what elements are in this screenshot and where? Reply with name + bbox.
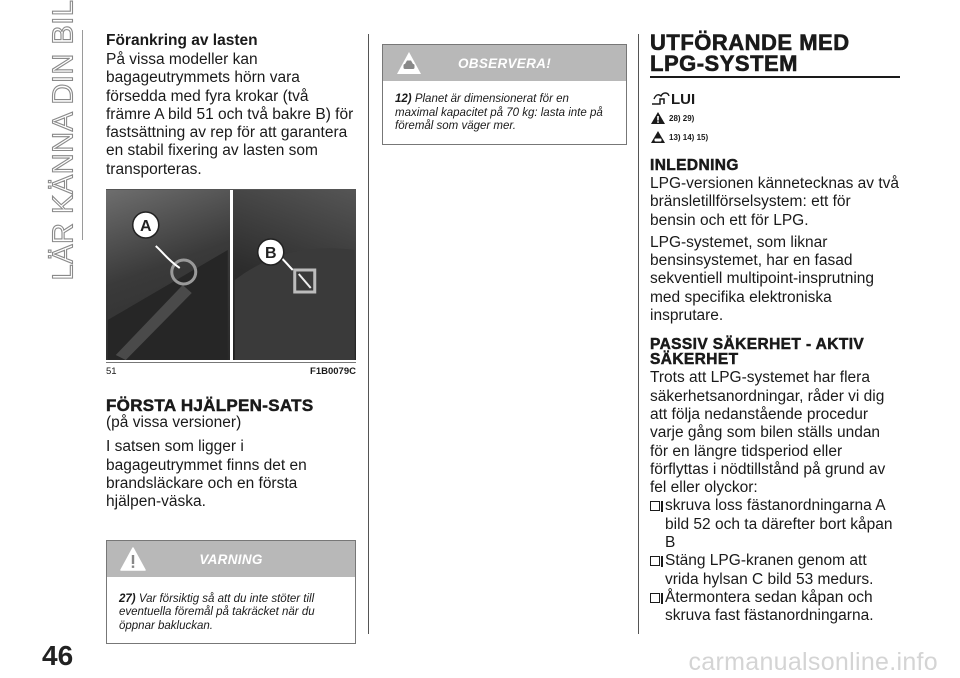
note-ref-number: 12) [395,93,412,105]
warning-body: Var försiktig så att du inte stöter till eventuella föremål på takräcket när du öppnar bakluckan. [119,592,315,632]
heading-introduction: INLEDNING [650,157,739,174]
checkbox-bullet-icon [650,556,660,566]
car-load-small-icon [650,130,666,144]
figure-photo-left [106,190,233,360]
paragraph-safety: Trots att LPG-systemet har flera säkerhetsanordningar, råder vi dig att följa nedanstående procedur varje gång som bilen ställs undan för en längre tidsperiod eller förflyttas i nödtillstånd på grund av fel eller olyckor: [650,369,886,497]
warning-triangle-small-icon [650,111,666,125]
checkbox-bullet-icon [650,501,660,511]
refs-row-2 [650,130,900,144]
warning-label: VARNING [199,551,263,567]
figure-number: 51 [106,366,117,378]
paragraph-intro-2: LPG-systemet, som liknar bensinsystemet, har en fasad sekventiell multipoint-insprutning med specifika elektroniska insprutare. [650,233,875,325]
title-rule [650,76,900,78]
warning-box [106,540,356,645]
note-box [382,44,627,145]
figure-photo [106,189,356,360]
paragraph-intro-1: LPG-versionen kännetecknas av två bränsletillförselsystem: ett för bensin och ett för LPG. [650,175,899,229]
refs-note: 13) 14) 15) [669,132,709,142]
section-note-versions: (på vissa versioner) [106,414,242,432]
step-item: skruva loss fästanordningarna A bild 52 och ta därefter bort kåpan B [650,497,900,552]
figure-51 [106,189,356,377]
rear-hook-illustration [233,190,357,360]
note-label: OBSERVERA! [457,56,551,71]
subheading-cargo-anchoring: Förankring av lasten [106,32,258,49]
figure-photo-right [233,190,357,360]
warning-text [107,577,355,644]
refs-warning: 28) 29) [669,113,695,123]
figure-caption [106,362,356,377]
side-rule [82,30,83,240]
watermark: carmanualsonline.info [688,648,938,676]
column-3 [650,32,900,626]
paragraph-cargo-anchoring: På vissa modeller kan bagageutrymmets hörn vara försedda med fyra krokar (två främre A bild 51 och två bakre B) för fastsättning av rep för att garantera en stabil fixering av lasten som transporteras. [106,51,354,178]
figure-label-b: B [264,245,277,263]
column-divider [638,34,639,634]
paragraph-first-aid: I satsen som ligger i bagageutrymmet finns det en brandsläckare och en första hjälpen-väska. [106,438,307,511]
note-text [383,81,626,144]
lpg-system-icon [650,86,700,108]
side-chapter-title: LÄR KÄNNA DIN BIL [47,0,80,281]
refs-row-1 [650,111,900,125]
svg-text:LUI: LUI [671,91,696,108]
front-hook-illustration [106,190,230,360]
column-divider [368,34,369,634]
step-item: Återmontera sedan kåpan och skruva fast fästanordningarna. [650,589,900,626]
figure-code: F1B0079C [310,366,356,378]
step-item: Stäng LPG-kranen genom att vrida hylsan C bild 53 medurs. [650,552,900,589]
figure-label-a: A [139,218,152,236]
note-box-header [383,45,626,81]
column-1 [106,32,356,644]
column-2 [382,44,627,145]
heading-safety: PASSIV SÄKERHET - AKTIV SÄKERHET [650,336,865,369]
page-number: 46 [42,640,74,671]
chapter-title-lpg: UTFÖRANDE MED LPG-SYSTEM [650,30,850,76]
section-title-first-aid: FÖRSTA HJÄLPEN-SATS [106,396,314,416]
warning-ref-number: 27) [119,592,136,605]
warning-box-header [107,541,355,577]
note-body: Planet är dimensionerat för en maximal kapacitet på 70 kg: lasta inte på föremål som väger mer. [395,93,603,132]
checkbox-bullet-icon [650,593,660,603]
lpg-system-icon-row [650,86,900,108]
